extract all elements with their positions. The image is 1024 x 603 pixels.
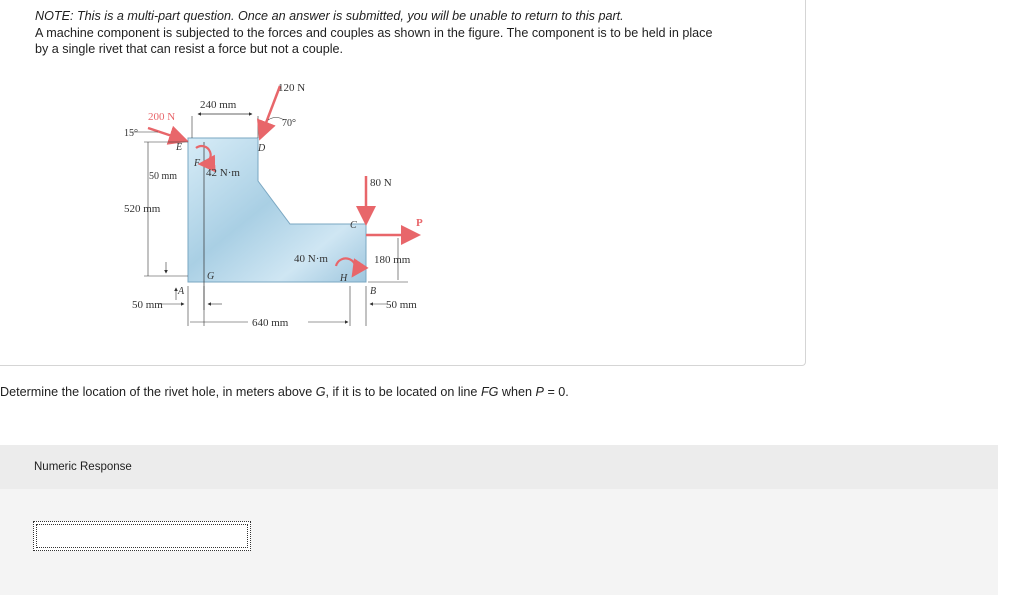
force-200n-arrow: [148, 128, 184, 140]
label-15deg: 15°: [124, 128, 138, 139]
prompt-text-3: when: [498, 385, 536, 399]
prompt-var-g: G: [315, 385, 326, 399]
response-header: [0, 445, 998, 489]
label-point-d: D: [258, 143, 266, 154]
label-70deg: 70°: [282, 118, 296, 129]
note-problem-line-1: A machine component is subjected to the forces and couples as shown in the figure. The component is to be held in place: [35, 25, 713, 40]
label-640mm: 640 mm: [252, 317, 289, 329]
prompt-var-fg: FG: [480, 385, 499, 399]
label-point-b: B: [370, 286, 377, 297]
label-40nm: 40 N·m: [294, 253, 328, 265]
label-point-a: A: [178, 286, 185, 297]
label-520mm: 520 mm: [124, 203, 161, 215]
label-point-g: G: [207, 271, 215, 282]
label-120n: 120 N: [278, 82, 306, 94]
label-180mm: 180 mm: [374, 254, 411, 266]
prompt-text-4: = 0.: [543, 385, 569, 399]
label-50mm-left: 50 mm: [132, 299, 163, 311]
label-point-f: F: [194, 158, 201, 169]
label-240mm: 240 mm: [200, 99, 237, 111]
label-point-h: H: [340, 273, 348, 284]
machine-component-figure: [118, 76, 438, 336]
note-problem-line-2: by a single rivet that can resist a force but not a couple.: [35, 42, 344, 56]
label-80n: 80 N: [370, 177, 392, 189]
response-body: [0, 489, 998, 595]
label-p: P: [416, 217, 423, 229]
label-42nm: 42 N·m: [206, 167, 240, 179]
prompt-text-2: , if it is to be located on line: [325, 385, 481, 399]
question-card: [0, 0, 806, 366]
numeric-response-label: Numeric Response: [34, 461, 132, 473]
prompt-text-1: Determine the location of the rivet hole, in meters above: [0, 385, 316, 399]
label-point-c: C: [350, 220, 357, 231]
label-point-e: E: [176, 142, 183, 153]
label-50mm-right: 50 mm: [386, 299, 417, 311]
label-50mm-top: 50 mm: [149, 171, 178, 182]
label-200n: 200 N: [148, 111, 176, 123]
response-panel: [0, 445, 998, 595]
note-warning: NOTE: This is a multi-part question. Once an answer is submitted, you will be unable to return to this part.: [35, 9, 624, 23]
numeric-answer-input[interactable]: [33, 521, 251, 551]
question-note: [35, 8, 795, 58]
question-prompt: [0, 385, 569, 399]
prompt-var-p: P: [535, 385, 544, 399]
